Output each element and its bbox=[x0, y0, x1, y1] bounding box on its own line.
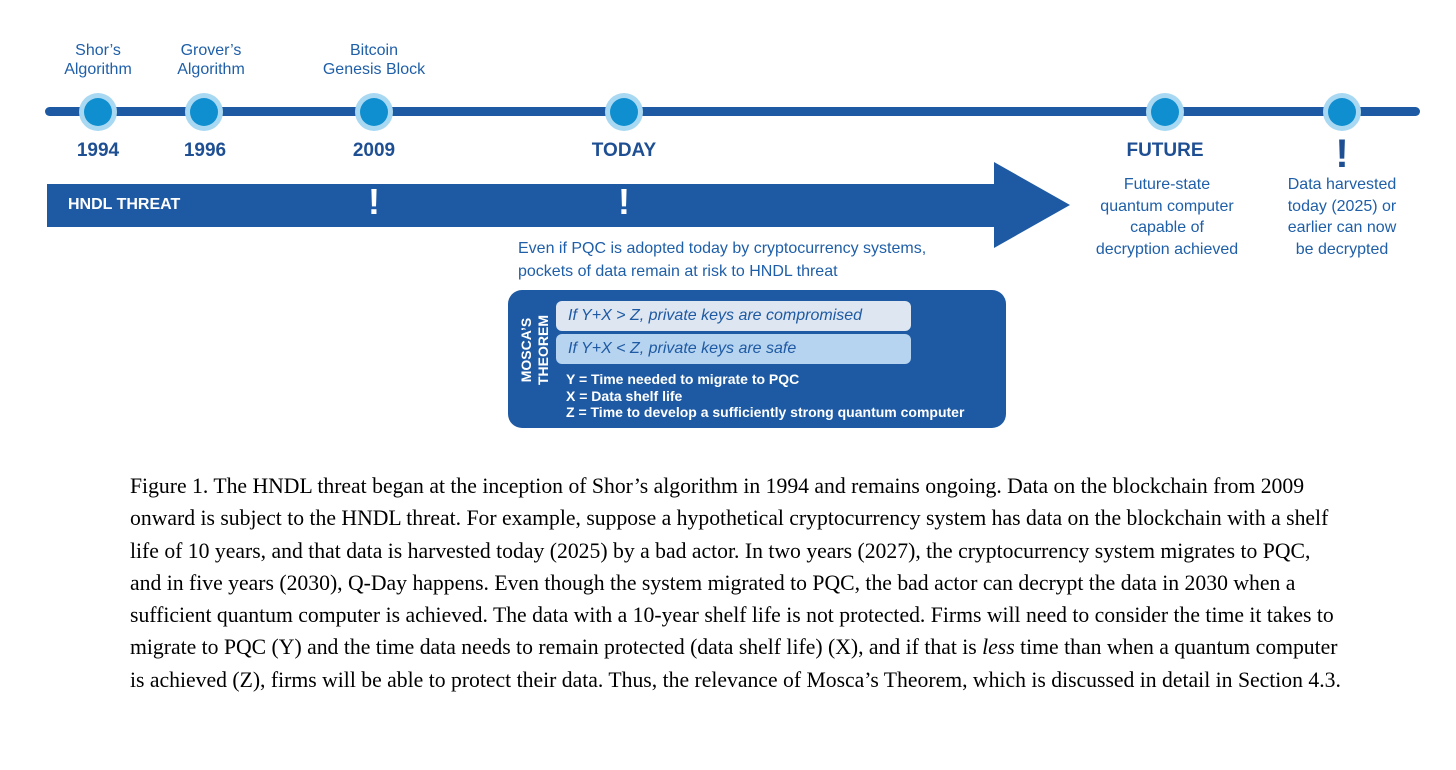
mosca-condition-compromised: If Y+X > Z, private keys are compromised bbox=[556, 301, 911, 331]
year-future: FUTURE bbox=[1126, 140, 1204, 161]
milestone-label-bitcoin: Bitcoin Genesis Block bbox=[322, 42, 426, 78]
milestone-label-grover: Grover’s Algorithm bbox=[177, 42, 245, 78]
year-1996: 1996 bbox=[183, 140, 227, 161]
caption-text-part2: time than when a quantum computer is achieved (Z), firms will be able to protect their data. Thus, the relevance of Mosca’s Theorem, which is discussed in detail in Section 4.3. bbox=[130, 635, 1341, 692]
hndl-today-exclamation-icon: ! bbox=[618, 181, 630, 222]
timeline-node-future bbox=[1146, 93, 1184, 131]
timeline-node-decrypted bbox=[1323, 93, 1361, 131]
mosca-variables bbox=[566, 371, 964, 421]
mosca-condition-safe: If Y+X < Z, private keys are safe bbox=[556, 334, 911, 364]
timeline-node-1994 bbox=[79, 93, 117, 131]
hndl-2009-exclamation-icon: ! bbox=[368, 181, 380, 222]
caption-text-part1: Figure 1. The HNDL threat began at the inception of Shor’s algorithm in 1994 and remains ongoing. Data on the blockchain from 2009 onward is subject to the HNDL threat. For example, suppose a hypothetical cryptocurrency system has data on the blockchain with a shelf life of 10 years, and that data is harvested today (2025) by a bad actor. In two years (2027), the cryptocurrency system migrates to PQC, and in five years (2030), Q-Day happens. Even though the system migrated to PQC, the bad actor can decrypt the data in 2030 when a sufficient quantum computer is achieved. The data with a 10-year shelf life is not protected. Firms will need to consider the time it takes to migrate to PQC (Y) and the time data needs to remain protected (data shelf life) (X), and if that is bbox=[130, 474, 1334, 660]
mosca-variable-z: Z = Time to develop a sufficiently strong quantum computer bbox=[566, 404, 965, 420]
milestone-label-shor: Shor’s Algorithm bbox=[64, 42, 132, 78]
year-2009: 2009 bbox=[352, 140, 396, 161]
future-description: Future-state quantum computer capable of decryption achieved bbox=[1095, 176, 1239, 258]
hndl-threat-arrow bbox=[47, 162, 1070, 248]
decrypted-description: Data harvested today (2025) or earlier can now be decrypted bbox=[1287, 176, 1397, 258]
year-1994: 1994 bbox=[76, 140, 120, 161]
mosca-theorem-title: MOSCA’S THEOREM bbox=[518, 315, 551, 385]
mosca-variable-y: Y = Time needed to migrate to PQC bbox=[566, 371, 800, 387]
hndl-threat-label: HNDL THREAT bbox=[68, 196, 181, 213]
figure-caption bbox=[130, 470, 1345, 696]
timeline-node-2009 bbox=[355, 93, 393, 131]
timeline-node-today bbox=[605, 93, 643, 131]
decrypted-exclamation-icon: ! bbox=[1335, 132, 1349, 176]
caption-italic-less: less bbox=[982, 635, 1015, 660]
timeline-line bbox=[45, 107, 1420, 116]
pqc-risk-note: Even if PQC is adopted today by cryptocurrency systems, pockets of data remain at risk to HNDL threat bbox=[518, 240, 927, 280]
timeline-node-1996 bbox=[185, 93, 223, 131]
year-today: TODAY bbox=[591, 140, 657, 161]
mosca-variable-x: X = Data shelf life bbox=[566, 387, 683, 404]
